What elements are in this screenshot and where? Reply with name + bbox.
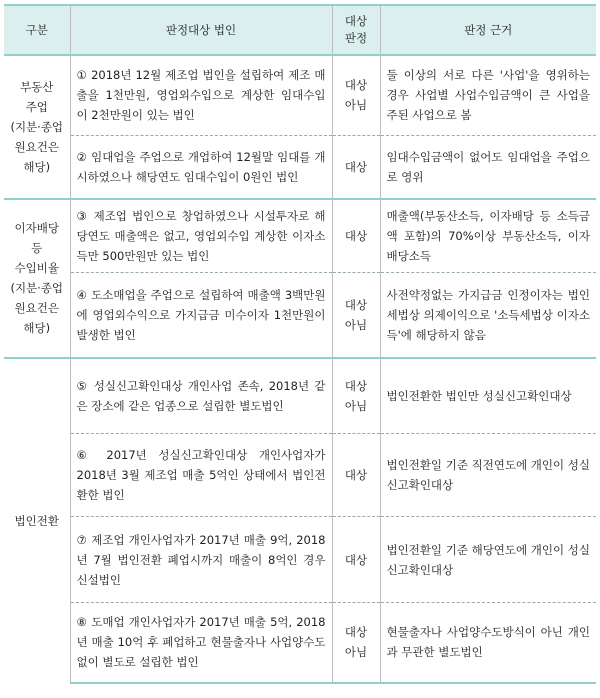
ground-cell: 법인전환일 기준 해당연도에 개인이 성실신고확인대상 — [380, 517, 596, 603]
ground-cell: 사전약정없는 가지급금 인정이자는 법인세법상 의제이익으로 '소득세법상 이자소득'에 해당하지 않음 — [380, 273, 596, 358]
header-decision: 대상 판정 — [332, 5, 380, 55]
category-cell: 이자배당 등 수입비율 (지분·종업 원요건은 해당) — [4, 199, 70, 358]
target-cell: ② 임대업을 주업으로 개업하여 12월말 임대를 개시하였으나 해당연도 임대수입이 0원인 법인 — [70, 135, 332, 199]
table-row — [4, 273, 596, 358]
decision-cell: 대상 아님 — [332, 358, 380, 434]
table-header-row — [4, 5, 596, 55]
table-row — [4, 55, 596, 135]
table-row — [4, 135, 596, 199]
ground-cell: 둘 이상의 서로 다른 '사업'을 영위하는 경우 사업별 사업수입금액이 큰 사업을 주된 사업으로 봄 — [380, 55, 596, 135]
ground-cell: 법인전환일 기준 직전연도에 개인이 성실신고확인대상 — [380, 434, 596, 517]
target-cell: ④ 도소매업을 주업으로 설립하여 매출액 3백만원에 영업외수익으로 가지급금 미수이자 1천만원이 발생한 법인 — [70, 273, 332, 358]
ground-cell: 매출액(부동산소득, 이자배당 등 소득금액 포함)의 70%이상 부동산소득, 이자배당소득 — [380, 199, 596, 273]
ground-cell: 현물출자나 사업양수도방식이 아닌 개인과 무관한 별도법인 — [380, 603, 596, 683]
determination-table — [4, 4, 596, 684]
table-row — [4, 434, 596, 517]
target-cell: ③ 제조업 법인으로 창업하였으나 시설투자로 해당연도 매출액은 없고, 영업외수입 계상한 이자소득만 500만원만 있는 법인 — [70, 199, 332, 273]
decision-cell: 대상 — [332, 434, 380, 517]
decision-cell: 대상 아님 — [332, 55, 380, 135]
target-cell: ⑦ 제조업 개인사업자가 2017년 매출 9억, 2018년 7월 법인전환 폐업시까지 매출이 8억인 경우 신설법인 — [70, 517, 332, 603]
decision-cell: 대상 — [332, 517, 380, 603]
decision-cell: 대상 아님 — [332, 603, 380, 683]
target-cell: ⑧ 도매업 개인사업자가 2017년 매출 5억, 2018년 매출 10억 후 폐업하고 현물출자나 사업양수도 없이 별도로 설립한 법인 — [70, 603, 332, 683]
header-target: 판정대상 법인 — [70, 5, 332, 55]
ground-cell: 법인전환한 법인만 성실신고확인대상 — [380, 358, 596, 434]
table-row — [4, 358, 596, 434]
table-row — [4, 517, 596, 603]
decision-cell: 대상 — [332, 135, 380, 199]
table-row — [4, 603, 596, 683]
header-ground: 판정 근거 — [380, 5, 596, 55]
decision-cell: 대상 아님 — [332, 273, 380, 358]
category-cell: 법인전환 — [4, 358, 70, 683]
table-row — [4, 199, 596, 273]
target-cell: ① 2018년 12월 제조업 법인을 설립하여 제조 매출을 1천만원, 영업외수입으로 계상한 임대수입 이 2천만원이 있는 법인 — [70, 55, 332, 135]
target-cell: ⑥ 2017년 성실신고확인대상 개인사업자가 2018년 3월 제조업 매출 5억인 상태에서 법인전환한 법인 — [70, 434, 332, 517]
target-cell: ⑤ 성실신고확인대상 개인사업 존속, 2018년 같은 장소에 같은 업종으로 설립한 별도법인 — [70, 358, 332, 434]
ground-cell: 임대수입금액이 없어도 임대업을 주업으로 영위 — [380, 135, 596, 199]
decision-cell: 대상 — [332, 199, 380, 273]
header-category: 구분 — [4, 5, 70, 55]
category-cell: 부동산 주업 (지분·종업 원요건은 해당) — [10, 80, 64, 174]
